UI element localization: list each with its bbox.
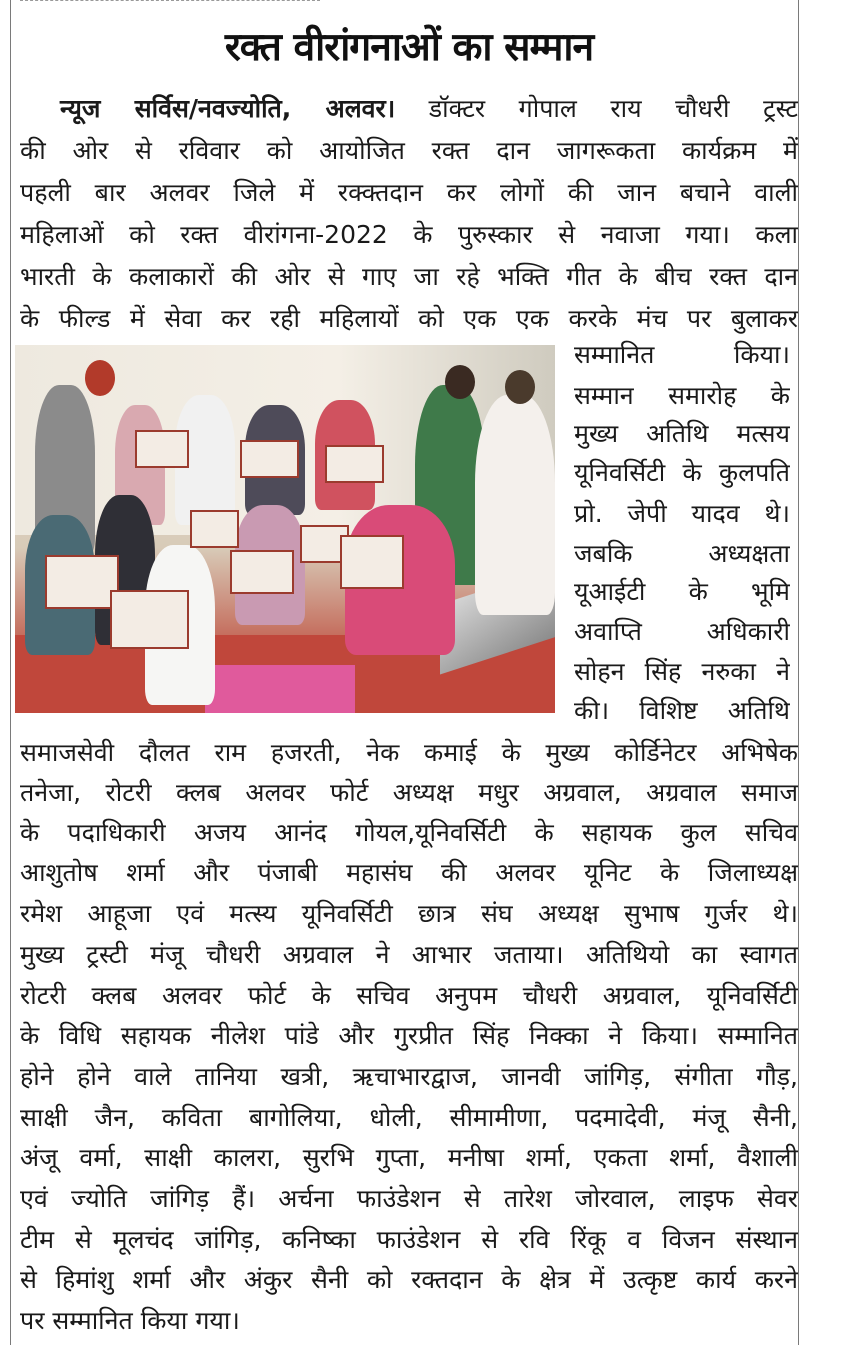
article-side-line-1: सम्मानित किया। — [574, 340, 790, 369]
article-side-line-3: मुख्य अतिथि मत्सय — [574, 419, 790, 448]
article-side-line-8: अवाप्ति अधिकारी — [574, 617, 790, 646]
photo-head — [505, 370, 535, 404]
photo-pink-table — [205, 665, 355, 713]
article-side-line-7: यूआईटी के भूमि — [574, 577, 790, 606]
article-line-19: टीम से मूलचंद जांगिड़, कनिष्का फाउंडेशन से रवि रिंकू व विजन संस्थान — [20, 1225, 798, 1254]
article-line-10: आशुतोष शर्मा और पंजाबी महासंघ की अलवर यूनिट के जिलाध्यक्ष — [20, 858, 798, 887]
article-line-15: होने होने वाले तानिया खत्री, ऋचाभारद्वाज, जानवी जांगिड़, संगीता गौड़, — [20, 1062, 798, 1091]
photo-head — [445, 365, 475, 399]
photo-certificate — [190, 510, 239, 548]
article-line-4: महिलाओं को रक्त वीरांगना-2022 के पुरुस्कार से नवाजा गया। कला — [20, 220, 798, 249]
article-line-7: समाजसेवी दौलत राम हजरती, नेक कमाई के मुख्य कोर्डिनेटर अभिषेक — [20, 738, 798, 767]
column-rule-left — [10, 0, 11, 1345]
event-photo — [15, 345, 555, 713]
article-line-20: से हिमांशु शर्मा और अंकुर सैनी को रक्तदान के क्षेत्र में उत्कृष्ट कार्य करने — [20, 1265, 798, 1294]
article-line-11: रमेश आहूजा एवं मत्स्य यूनिवर्सिटी छात्र संघ अध्यक्ष सुभाष गुर्जर थे। — [20, 899, 798, 928]
article-side-line-5: प्रो. जेपी यादव थे। — [574, 499, 790, 528]
article-line-21: पर सम्मानित किया गया। — [20, 1306, 240, 1335]
article-side-line-2: सम्मान समारोह के — [574, 381, 790, 410]
article-line-14: के विधि सहायक नीलेश पांडे और गुरप्रीत सिंह निक्का ने किया। सम्मानित — [20, 1021, 798, 1050]
column-rule-right — [798, 0, 799, 1345]
photo-certificate — [340, 535, 404, 589]
article-line-16: साक्षी जैन, कविता बागोलिया, धोली, सीमामीणा, पदमादेवी, मंजू सैनी, — [20, 1103, 798, 1132]
photo-certificate — [325, 445, 384, 483]
photo-certificate — [230, 550, 294, 594]
article-line-18: एवं ज्योति जांगिड़ हैं। अर्चना फाउंडेशन से तारेश जोरवाल, लाइफ सेवर — [20, 1184, 798, 1213]
article-line-12: मुख्य ट्रस्टी मंजू चौधरी अग्रवाल ने आभार जताया। अतिथियो का स्वागत — [20, 940, 798, 969]
article-side-line-4: यूनिवर्सिटी के कुलपति — [574, 458, 790, 487]
article-line-3: पहली बार अलवर जिले में रक्क्तदान कर लोगों की जान बचाने वाली — [20, 178, 798, 207]
photo-certificate — [45, 555, 119, 609]
article-line-6: के फील्ड में सेवा कर रही महिलायों को एक एक करके मंच पर बुलाकर — [20, 304, 798, 333]
article-line-5: भारती के कलाकारों की ओर से गाए जा रहे भक्ति गीत के बीच रक्त दान — [20, 262, 798, 291]
photo-certificate — [110, 590, 189, 649]
article-side-line-6: जबकि अध्यक्षता — [574, 539, 790, 568]
article-line-2: की ओर से रविवार को आयोजित रक्त दान जागरूकता कार्यक्रम में — [20, 136, 798, 165]
article-line-17: अंजू वर्मा, साक्षी कालरा, सुरभि गुप्ता, मनीषा शर्मा, एकता शर्मा, वैशाली — [20, 1143, 798, 1172]
photo-certificate — [240, 440, 299, 478]
photo-person — [475, 395, 555, 615]
article-line-1 — [20, 88, 798, 130]
article-line-1-text: डॉक्टर गोपाल राय चौधरी ट्रस्ट — [395, 94, 798, 123]
article-side-line-9: सोहन सिंह नरुका ने — [574, 657, 790, 686]
photo-turban — [85, 360, 115, 396]
article-line-8: तनेजा, रोटरी क्लब अलवर फोर्ट अध्यक्ष मधुर अग्रवाल, अग्रवाल समाज — [20, 778, 798, 807]
article-line-9: के पदाधिकारी अजय आनंद गोयल,यूनिवर्सिटी के सहायक कुल सचिव — [20, 818, 798, 847]
dateline: न्यूज सर्विस/नवज्योति, अलवर। — [60, 94, 396, 123]
photo-certificate — [135, 430, 189, 468]
article-side-line-10: की। विशिष्ट अतिथि — [574, 696, 790, 725]
clipping-top-edge — [20, 0, 320, 3]
article-headline: रक्त वीरांगनाओं का सम्मान — [224, 25, 594, 70]
article-line-13: रोटरी क्लब अलवर फोर्ट के सचिव अनुपम चौधरी अग्रवाल, यूनिवर्सिटी — [20, 981, 798, 1010]
